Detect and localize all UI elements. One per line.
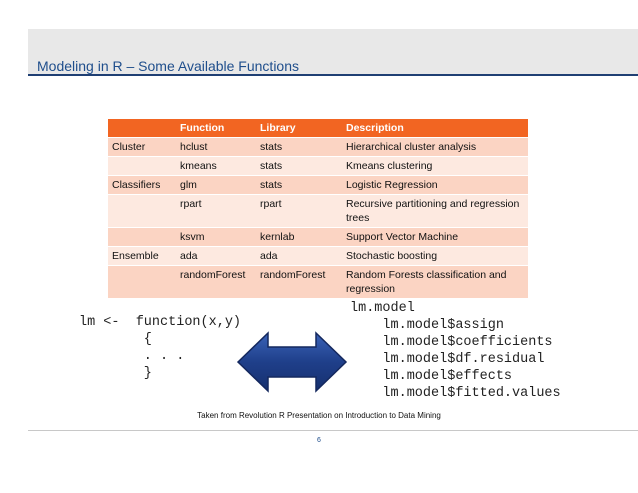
- table-cell: ada: [256, 247, 342, 266]
- code-line: {: [79, 332, 152, 347]
- table-cell: [108, 157, 176, 176]
- table-cell: randomForest: [176, 266, 256, 299]
- table-row: [108, 247, 528, 266]
- table-cell: [108, 195, 176, 228]
- table-row: [108, 157, 528, 176]
- code-line: lm.model$assign: [350, 318, 504, 333]
- double-arrow-icon: [236, 330, 348, 394]
- table-cell: Random Forests classification and regression: [342, 266, 528, 299]
- code-line: lm <- function(x,y): [79, 315, 242, 330]
- code-line: . . .: [79, 349, 185, 364]
- table-cell: Hierarchical cluster analysis: [342, 138, 528, 157]
- title-divider: [28, 74, 638, 76]
- table-cell: rpart: [176, 195, 256, 228]
- table-row: [108, 176, 528, 195]
- code-line: lm.model$df.residual: [350, 352, 545, 367]
- table-cell: Classifiers: [108, 176, 176, 195]
- footer-divider: [28, 430, 638, 431]
- table-row: [108, 228, 528, 247]
- code-block-model: [350, 300, 561, 402]
- table-row: [108, 195, 528, 228]
- table-cell: randomForest: [256, 266, 342, 299]
- functions-table: [108, 119, 528, 298]
- table-cell: Kmeans clustering: [342, 157, 528, 176]
- header-cell: Description: [342, 119, 528, 138]
- table-cell: kmeans: [176, 157, 256, 176]
- table-cell: Cluster: [108, 138, 176, 157]
- table-cell: Stochastic boosting: [342, 247, 528, 266]
- source-caption: Taken from Revolution R Presentation on Introduction to Data Mining: [197, 411, 441, 420]
- table-cell: glm: [176, 176, 256, 195]
- table-cell: stats: [256, 157, 342, 176]
- code-block-function: [79, 314, 241, 382]
- header-cell: Library: [256, 119, 342, 138]
- table-cell: [108, 266, 176, 299]
- code-line: lm.model$coefficients: [350, 335, 553, 350]
- table-cell: ksvm: [176, 228, 256, 247]
- table-row: [108, 266, 528, 299]
- table-cell: rpart: [256, 195, 342, 228]
- table-cell: Ensemble: [108, 247, 176, 266]
- code-line: }: [79, 366, 152, 381]
- header-cell: Function: [176, 119, 256, 138]
- table-cell: [108, 228, 176, 247]
- table-header-row: [108, 119, 528, 138]
- table-cell: kernlab: [256, 228, 342, 247]
- code-line: lm.model$effects: [350, 369, 513, 384]
- table-cell: stats: [256, 138, 342, 157]
- table-cell: ada: [176, 247, 256, 266]
- header-cell: [108, 119, 176, 138]
- table-cell: Support Vector Machine: [342, 228, 528, 247]
- code-line: lm.model: [350, 301, 415, 316]
- page-number: 6: [317, 437, 321, 444]
- table-cell: stats: [256, 176, 342, 195]
- code-line: lm.model$fitted.values: [350, 386, 561, 401]
- table-cell: Logistic Regression: [342, 176, 528, 195]
- table-cell: hclust: [176, 138, 256, 157]
- table-cell: Recursive partitioning and regression trees: [342, 195, 528, 228]
- table-row: [108, 138, 528, 157]
- slide-title: Modeling in R – Some Available Functions: [37, 58, 300, 74]
